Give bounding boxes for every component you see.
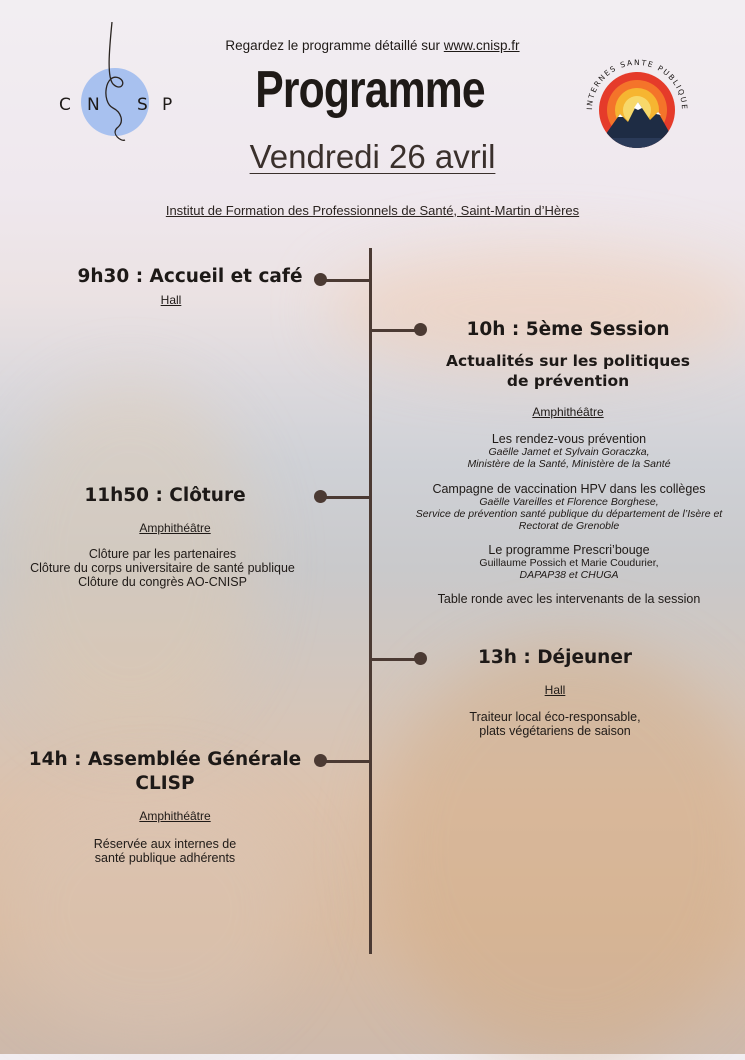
- dejeuner-line: Traiteur local éco-responsable,: [469, 710, 641, 724]
- cnisp-logo: [55, 22, 180, 152]
- page-title: Programme: [255, 61, 485, 119]
- timeline-branch: [320, 496, 370, 499]
- event-session-subtitle-line: Actualités sur les politiques: [446, 352, 690, 370]
- event-session-title: 10h : 5ème Session: [466, 319, 670, 340]
- talk-affiliation: Service de prévention santé publique du département de l’Isère et: [415, 508, 723, 520]
- talk-affiliation: DAPAP38 et CHUGA: [519, 569, 619, 581]
- event-cloture-title: 11h50 : Clôture: [84, 485, 246, 506]
- venue-address: Institut de Formation des Professionnels de Santé, Saint-Martin d’Hères: [165, 203, 580, 218]
- talk-title: Campagne de vaccination HPV dans les collèges: [432, 482, 706, 496]
- cnisp-letter-p: P: [162, 95, 173, 115]
- talk-title: Les rendez-vous prévention: [491, 432, 647, 446]
- header-note: [180, 38, 565, 53]
- event-date: Vendredi 26 avril: [249, 138, 496, 175]
- event-ag-details: [10, 837, 320, 865]
- timeline-branch: [320, 760, 370, 763]
- event-session-room: Amphithéâtre: [532, 405, 604, 419]
- event-accueil-title: 9h30 : Accueil et café: [77, 266, 303, 287]
- dejeuner-line: plats végétariens de saison: [479, 724, 631, 738]
- talk-speakers: Gaëlle Jamet et Sylvain Goraczka,: [488, 446, 650, 458]
- talk-affiliation: Ministère de la Santé, Ministère de la Santé: [467, 458, 671, 470]
- event-dejeuner-details: [405, 710, 705, 738]
- session-talk: [395, 543, 743, 581]
- event-session-subtitle-line: de prévention: [506, 372, 630, 390]
- cnisp-letter-c: C: [59, 95, 71, 115]
- talk-speakers: Guillaume Possich et Marie Coudurier,: [479, 557, 659, 569]
- ag-line: santé publique adhérents: [94, 851, 236, 865]
- background-glow: [380, 640, 745, 1060]
- event-ag-title: [5, 748, 325, 796]
- cnisp-letter-n: N: [87, 95, 100, 115]
- session-talk: [395, 482, 743, 532]
- session-talk: [395, 432, 743, 470]
- talk-speakers: Gaëlle Vareilles et Florence Borghese,: [479, 496, 659, 508]
- event-ag-title-line: 14h : Assemblée Générale: [28, 749, 302, 770]
- event-accueil-room: Hall: [160, 293, 182, 307]
- cnisp-website-link[interactable]: www.cnisp.fr: [443, 38, 520, 53]
- talk-affiliation: Rectorat de Grenoble: [518, 520, 620, 532]
- event-session-subtitle: [418, 351, 718, 391]
- isp-grenoble-logo: [578, 40, 696, 164]
- header-note-text: Regardez le programme détaillé sur: [225, 38, 444, 53]
- event-ag-title-line: CLISP: [135, 773, 195, 794]
- session-roundtable: Table ronde avec les intervenants de la session: [437, 592, 701, 606]
- cloture-line: Clôture par les partenaires: [88, 547, 237, 561]
- talk-title: Le programme Prescri’bouge: [488, 543, 650, 557]
- timeline-branch: [372, 329, 420, 332]
- event-ag-room: Amphithéâtre: [139, 809, 211, 823]
- isp-ring-text: INTERNES SANTE PUBLIQUE: [584, 57, 690, 111]
- cloture-line: Clôture du congrès AO-CNISP: [78, 575, 247, 589]
- event-dejeuner-title: 13h : Déjeuner: [478, 647, 632, 668]
- event-cloture-details: [0, 547, 325, 589]
- ag-line: Réservée aux internes de: [93, 837, 237, 851]
- cnisp-letter-s: S: [137, 95, 148, 115]
- timeline-spine: [369, 248, 372, 954]
- event-dejeuner-room: Hall: [544, 683, 566, 697]
- event-cloture-room: Amphithéâtre: [139, 521, 211, 535]
- cloture-line: Clôture du corps universitaire de santé publique: [30, 561, 295, 575]
